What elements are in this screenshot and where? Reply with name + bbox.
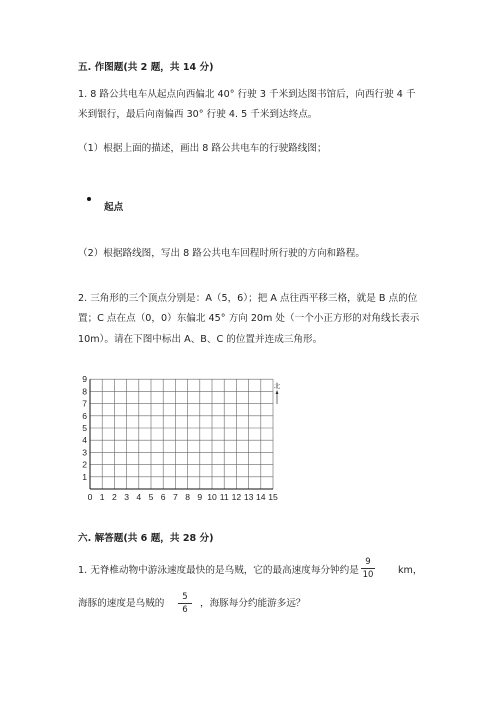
- coordinate-grid: [76, 374, 291, 510]
- y-tick-label: 6: [82, 410, 87, 421]
- y-tick-label: 1: [82, 471, 87, 482]
- section-5-title: 五. 作图题(共 2 题，共 14 分): [78, 62, 214, 73]
- section-6-question-1-line-2: 海豚的速度是乌贼的: [78, 598, 165, 609]
- fraction-2-numerator: 5: [182, 592, 188, 602]
- x-tick-label: 12: [231, 492, 242, 502]
- question-1-line-2: 米到银行，最后向南偏西 30° 行驶 4. 5 千米到达终点。: [78, 109, 318, 120]
- x-tick-label: 5: [148, 492, 154, 502]
- question-1-part-1: （1）根据上面的描述，画出 8 路公共电车的行驶路线图；: [78, 143, 327, 154]
- fraction-1-bar: [361, 568, 375, 569]
- north-arrow-head-icon: [276, 390, 279, 394]
- section-6-question-1-line-2-end: ，海豚每分约能游多远？: [200, 598, 306, 609]
- question-1-line-1: 1. 8 路公共电车从起点向西偏北 40° 行驶 3 千米到达图书馆后，向西行驶 4 千: [78, 89, 416, 100]
- x-tick-label: 15: [268, 492, 278, 502]
- speed-unit: km，: [398, 565, 423, 576]
- x-tick-label: 7: [173, 492, 178, 502]
- x-tick-label: 8: [185, 492, 190, 502]
- y-tick-label: 8: [82, 386, 87, 397]
- y-tick-label: 2: [82, 459, 87, 470]
- start-point-dot: [87, 197, 91, 201]
- fraction-2-bar: [178, 603, 192, 604]
- section-6-title: 六. 解答题(共 6 题，共 28 分): [78, 533, 214, 544]
- x-tick-label: 0: [87, 492, 93, 502]
- y-tick-label: 7: [82, 398, 87, 409]
- x-tick-label: 1: [99, 492, 105, 502]
- x-tick-label: 2: [112, 492, 117, 502]
- question-1-part-2: （2）根据路线图，写出 8 路公共电车回程时所行驶的方向和路程。: [78, 248, 365, 259]
- y-tick-label: 4: [82, 435, 87, 446]
- y-tick-label: 3: [82, 447, 87, 458]
- x-tick-label: 6: [160, 492, 166, 502]
- fraction-1-numerator: 9: [365, 557, 371, 567]
- fraction-five-sixths: [178, 592, 192, 615]
- y-tick-label: 9: [82, 374, 87, 385]
- x-tick-label: 4: [136, 492, 142, 502]
- north-label: 北: [273, 383, 281, 390]
- x-tick-label: 11: [219, 492, 229, 502]
- fraction-2-denominator: 6: [182, 605, 188, 615]
- y-tick-label: 5: [82, 423, 87, 433]
- question-2-line-1: 2. 三角形的三个顶点分别是：A（5，6）；把 A 点往西平移三格，就是 B 点的位: [78, 293, 418, 304]
- x-tick-label: 3: [124, 492, 129, 502]
- fraction-nine-tenths: [361, 557, 375, 580]
- x-tick-label: 9: [197, 492, 203, 502]
- x-tick-label: 13: [243, 492, 254, 502]
- fraction-1-denominator: 10: [362, 570, 374, 580]
- x-tick-label: 10: [207, 492, 217, 502]
- x-tick-label: 14: [256, 492, 266, 502]
- question-2-line-3: 10m）。请在下图中标出 A、B、C 的位置并连成三角形。: [78, 334, 323, 345]
- start-point-label: 起点: [104, 202, 124, 213]
- section-6-question-1-text: 1. 无脊椎动物中游泳速度最快的是乌贼，它的最高速度每分钟约是: [78, 565, 359, 576]
- question-2-line-2: 置；C 点在点（0，0）东偏北 45° 方向 20m 处（一个小正方形的对角线长表示: [78, 313, 420, 324]
